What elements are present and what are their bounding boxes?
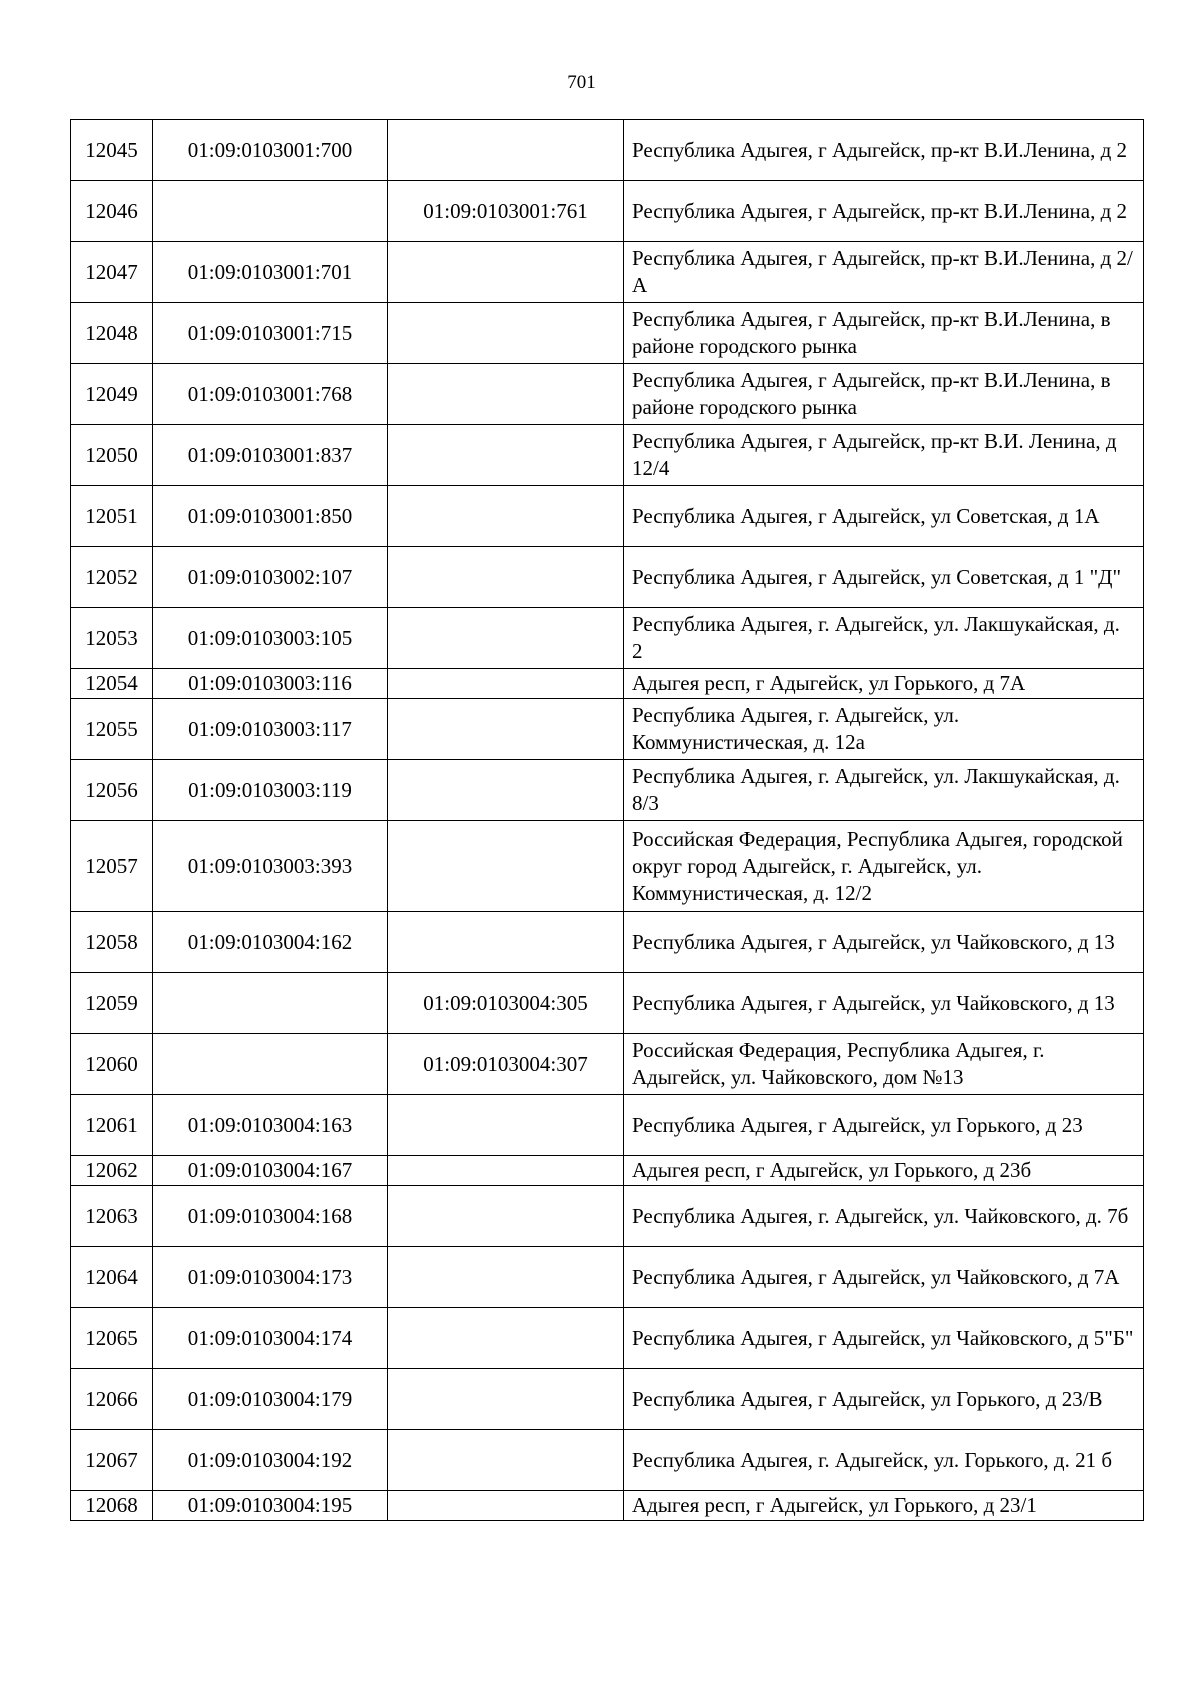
address: Республика Адыгея, г Адыгейск, ул Горького, д 23/В bbox=[624, 1369, 1144, 1430]
table-row bbox=[71, 1095, 1144, 1156]
cadastral-number: 01:09:0103004:162 bbox=[153, 912, 388, 973]
table-row bbox=[71, 608, 1144, 669]
cadastral-number: 01:09:0103003:116 bbox=[153, 669, 388, 699]
cadastral-number: 01:09:0103004:167 bbox=[153, 1156, 388, 1186]
row-number: 12057 bbox=[71, 821, 153, 912]
row-number: 12046 bbox=[71, 181, 153, 242]
table-row bbox=[71, 1491, 1144, 1521]
registry-table-body bbox=[71, 120, 1144, 1521]
related-cadastral-number: 01:09:0103004:307 bbox=[388, 1034, 624, 1095]
cadastral-number: 01:09:0103004:179 bbox=[153, 1369, 388, 1430]
related-cadastral-number bbox=[388, 912, 624, 973]
table-row bbox=[71, 181, 1144, 242]
address: Российская Федерация, Республика Адыгея, городской округ город Адыгейск, г. Адыгейск, ул. Коммунистическая, д. 12/2 bbox=[624, 821, 1144, 912]
row-number: 12065 bbox=[71, 1308, 153, 1369]
address: Адыгея респ, г Адыгейск, ул Горького, д 23/1 bbox=[624, 1491, 1144, 1521]
table-row bbox=[71, 669, 1144, 699]
table-row bbox=[71, 547, 1144, 608]
row-number: 12049 bbox=[71, 364, 153, 425]
table-row bbox=[71, 1247, 1144, 1308]
address: Республика Адыгея, г Адыгейск, ул Советская, д 1 "Д" bbox=[624, 547, 1144, 608]
row-number: 12064 bbox=[71, 1247, 153, 1308]
table-row bbox=[71, 486, 1144, 547]
related-cadastral-number bbox=[388, 1430, 624, 1491]
row-number: 12056 bbox=[71, 760, 153, 821]
table-row bbox=[71, 303, 1144, 364]
address: Республика Адыгея, г Адыгейск, ул Чайковского, д 13 bbox=[624, 973, 1144, 1034]
address: Республика Адыгея, г Адыгейск, пр-кт В.И.Ленина, д 2 bbox=[624, 120, 1144, 181]
table-row bbox=[71, 1186, 1144, 1247]
row-number: 12061 bbox=[71, 1095, 153, 1156]
table-row bbox=[71, 760, 1144, 821]
related-cadastral-number bbox=[388, 1247, 624, 1308]
address: Республика Адыгея, г. Адыгейск, ул. Чайковского, д. 7б bbox=[624, 1186, 1144, 1247]
related-cadastral-number: 01:09:0103001:761 bbox=[388, 181, 624, 242]
address: Республика Адыгея, г Адыгейск, пр-кт В.И.Ленина, д 2 bbox=[624, 181, 1144, 242]
cadastral-number bbox=[153, 1034, 388, 1095]
address: Республика Адыгея, г. Адыгейск, ул. Лакшукайская, д. 8/3 bbox=[624, 760, 1144, 821]
cadastral-number: 01:09:0103002:107 bbox=[153, 547, 388, 608]
address: Адыгея респ, г Адыгейск, ул Горького, д 7А bbox=[624, 669, 1144, 699]
cadastral-number: 01:09:0103004:163 bbox=[153, 1095, 388, 1156]
related-cadastral-number bbox=[388, 364, 624, 425]
cadastral-number: 01:09:0103001:768 bbox=[153, 364, 388, 425]
cadastral-number: 01:09:0103004:173 bbox=[153, 1247, 388, 1308]
row-number: 12053 bbox=[71, 608, 153, 669]
table-row bbox=[71, 973, 1144, 1034]
row-number: 12047 bbox=[71, 242, 153, 303]
cadastral-number: 01:09:0103004:192 bbox=[153, 1430, 388, 1491]
cadastral-number: 01:09:0103001:715 bbox=[153, 303, 388, 364]
cadastral-number: 01:09:0103004:195 bbox=[153, 1491, 388, 1521]
related-cadastral-number bbox=[388, 1491, 624, 1521]
table-row bbox=[71, 242, 1144, 303]
related-cadastral-number bbox=[388, 425, 624, 486]
address: Республика Адыгея, г Адыгейск, ул Чайковского, д 13 bbox=[624, 912, 1144, 973]
row-number: 12058 bbox=[71, 912, 153, 973]
row-number: 12068 bbox=[71, 1491, 153, 1521]
row-number: 12066 bbox=[71, 1369, 153, 1430]
cadastral-number: 01:09:0103003:117 bbox=[153, 699, 388, 760]
row-number: 12059 bbox=[71, 973, 153, 1034]
address: Республика Адыгея, г Адыгейск, пр-кт В.И.Ленина, в районе городского рынка bbox=[624, 303, 1144, 364]
cadastral-number: 01:09:0103004:174 bbox=[153, 1308, 388, 1369]
row-number: 12067 bbox=[71, 1430, 153, 1491]
related-cadastral-number bbox=[388, 1156, 624, 1186]
related-cadastral-number bbox=[388, 486, 624, 547]
address: Адыгея респ, г Адыгейск, ул Горького, д 23б bbox=[624, 1156, 1144, 1186]
cadastral-number: 01:09:0103001:850 bbox=[153, 486, 388, 547]
table-row bbox=[71, 425, 1144, 486]
address: Республика Адыгея, г Адыгейск, ул Советская, д 1А bbox=[624, 486, 1144, 547]
row-number: 12060 bbox=[71, 1034, 153, 1095]
related-cadastral-number bbox=[388, 1308, 624, 1369]
row-number: 12051 bbox=[71, 486, 153, 547]
cadastral-number: 01:09:0103001:700 bbox=[153, 120, 388, 181]
address: Республика Адыгея, г Адыгейск, пр-кт В.И.Ленина, д 2/А bbox=[624, 242, 1144, 303]
row-number: 12063 bbox=[71, 1186, 153, 1247]
table-row bbox=[71, 821, 1144, 912]
cadastral-number: 01:09:0103001:837 bbox=[153, 425, 388, 486]
row-number: 12045 bbox=[71, 120, 153, 181]
address: Республика Адыгея, г Адыгейск, пр-кт В.И.Ленина, в районе городского рынка bbox=[624, 364, 1144, 425]
table-row bbox=[71, 1308, 1144, 1369]
cadastral-number: 01:09:0103003:105 bbox=[153, 608, 388, 669]
related-cadastral-number bbox=[388, 242, 624, 303]
row-number: 12052 bbox=[71, 547, 153, 608]
related-cadastral-number bbox=[388, 821, 624, 912]
related-cadastral-number bbox=[388, 1095, 624, 1156]
table-row bbox=[71, 1430, 1144, 1491]
table-row bbox=[71, 1369, 1144, 1430]
row-number: 12048 bbox=[71, 303, 153, 364]
cadastral-number bbox=[153, 181, 388, 242]
row-number: 12050 bbox=[71, 425, 153, 486]
row-number: 12054 bbox=[71, 669, 153, 699]
cadastral-number: 01:09:0103001:701 bbox=[153, 242, 388, 303]
related-cadastral-number bbox=[388, 120, 624, 181]
address: Республика Адыгея, г. Адыгейск, ул. Горького, д. 21 б bbox=[624, 1430, 1144, 1491]
table-row bbox=[71, 1156, 1144, 1186]
cadastral-number: 01:09:0103003:393 bbox=[153, 821, 388, 912]
related-cadastral-number: 01:09:0103004:305 bbox=[388, 973, 624, 1034]
related-cadastral-number bbox=[388, 303, 624, 364]
table-row bbox=[71, 1034, 1144, 1095]
address: Российская Федерация, Республика Адыгея, г. Адыгейск, ул. Чайковского, дом №13 bbox=[624, 1034, 1144, 1095]
related-cadastral-number bbox=[388, 669, 624, 699]
page-number: 701 bbox=[567, 72, 596, 93]
related-cadastral-number bbox=[388, 760, 624, 821]
row-number: 12062 bbox=[71, 1156, 153, 1186]
table-row bbox=[71, 699, 1144, 760]
table-row bbox=[71, 120, 1144, 181]
address: Республика Адыгея, г. Адыгейск, ул. Коммунистическая, д. 12а bbox=[624, 699, 1144, 760]
address: Республика Адыгея, г. Адыгейск, ул. Лакшукайская, д. 2 bbox=[624, 608, 1144, 669]
address: Республика Адыгея, г Адыгейск, ул Чайковского, д 7А bbox=[624, 1247, 1144, 1308]
registry-table bbox=[70, 119, 1144, 1521]
table-row bbox=[71, 912, 1144, 973]
related-cadastral-number bbox=[388, 699, 624, 760]
related-cadastral-number bbox=[388, 1186, 624, 1247]
related-cadastral-number bbox=[388, 1369, 624, 1430]
cadastral-number: 01:09:0103004:168 bbox=[153, 1186, 388, 1247]
address: Республика Адыгея, г Адыгейск, ул Горького, д 23 bbox=[624, 1095, 1144, 1156]
cadastral-number: 01:09:0103003:119 bbox=[153, 760, 388, 821]
address: Республика Адыгея, г Адыгейск, пр-кт В.И. Ленина, д 12/4 bbox=[624, 425, 1144, 486]
address: Республика Адыгея, г Адыгейск, ул Чайковского, д 5"Б" bbox=[624, 1308, 1144, 1369]
related-cadastral-number bbox=[388, 547, 624, 608]
table-row bbox=[71, 364, 1144, 425]
row-number: 12055 bbox=[71, 699, 153, 760]
cadastral-number bbox=[153, 973, 388, 1034]
related-cadastral-number bbox=[388, 608, 624, 669]
